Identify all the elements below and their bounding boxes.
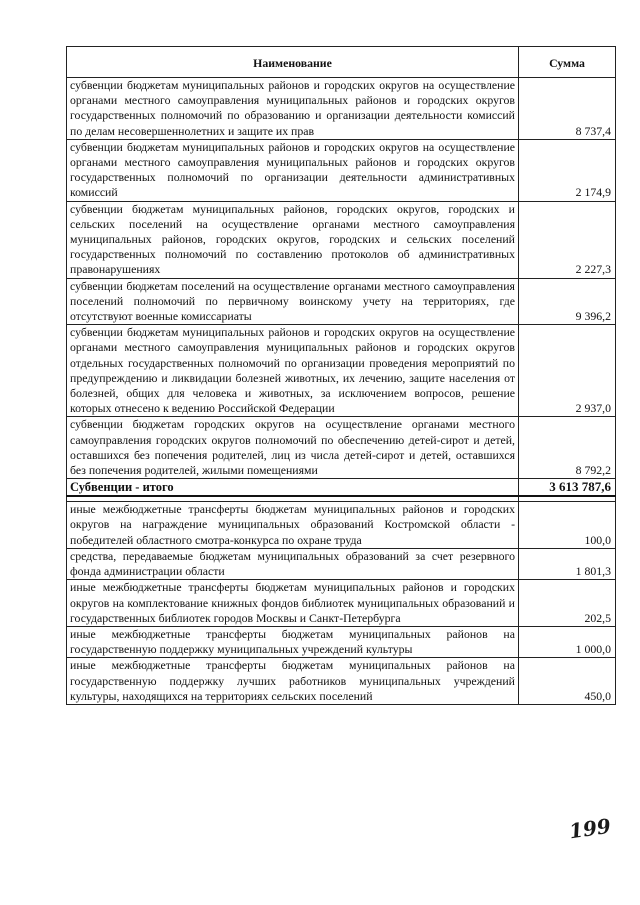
row-name: субвенции бюджетам городских округов на осуществление органами местного самоуправления городских округов полномочий по обеспечению детей-сирот и детей, оставшихся без попечения родителей, лиц из числа детей-сирот и детей, оставшихся без попечения родителей, жилыми помещениями <box>67 417 519 479</box>
row-sum: 9 396,2 <box>519 278 616 325</box>
page-number: 199 <box>567 813 613 844</box>
table-row <box>67 201 616 278</box>
row-name: субвенции бюджетам муниципальных районов и городских округов на осуществление органами местного самоуправления муниципальных районов и городских округов государственных полномочий по образованию и организации деятельности комиссий по делам несовершеннолетних и защите их прав <box>67 78 519 140</box>
row-name: субвенции бюджетам поселений на осуществление органами местного самоуправления поселений полномочий по первичному воинскому учету на территориях, где отсутствуют военные комиссариаты <box>67 278 519 325</box>
row-sum: 2 227,3 <box>519 201 616 278</box>
row-name: иные межбюджетные трансферты бюджетам муниципальных районов и городских округов на награждение муниципальных образований Костромской области - победителей областного смотра-конкурса по охране труда <box>67 502 519 549</box>
row-name: средства, передаваемые бюджетам муниципальных образований за счет резервного фонда администрации области <box>67 548 519 579</box>
total-row <box>67 479 616 497</box>
table-row <box>67 325 616 417</box>
document-sheet <box>66 46 615 705</box>
row-name: субвенции бюджетам муниципальных районов, городских округов, городских и сельских поселений на осуществление органами местного самоуправления муниципальных районов, городских округов, городских и сельских поселений государственных полномочий по составлению протоколов об административных правонарушениях <box>67 201 519 278</box>
row-name: иные межбюджетные трансферты бюджетам муниципальных районов на государственную поддержку муниципальных учреждений культуры <box>67 626 519 657</box>
row-sum: 1 801,3 <box>519 548 616 579</box>
row-sum: 8 792,2 <box>519 417 616 479</box>
row-sum: 1 000,0 <box>519 626 616 657</box>
budget-table <box>66 46 616 705</box>
row-name: иные межбюджетные трансферты бюджетам муниципальных районов на государственную поддержку лучших работников муниципальных учреждений культуры, находящихся на территориях сельских поселений <box>67 658 519 705</box>
table-row <box>67 548 616 579</box>
row-sum: 450,0 <box>519 658 616 705</box>
row-name: субвенции бюджетам муниципальных районов и городских округов на осуществление органами местного самоуправления муниципальных районов и городских округов государственных полномочий по организации деятельности административных комиссий <box>67 139 519 201</box>
table-row <box>67 78 616 140</box>
table-row <box>67 139 616 201</box>
row-sum: 2 937,0 <box>519 325 616 417</box>
table-row <box>67 502 616 549</box>
table-header-row <box>67 47 616 78</box>
table-row <box>67 580 616 627</box>
total-sum: 3 613 787,6 <box>519 479 616 497</box>
total-name: Субвенции - итого <box>67 479 519 497</box>
row-sum: 8 737,4 <box>519 78 616 140</box>
header-name: Наименование <box>67 47 519 78</box>
table-row <box>67 278 616 325</box>
row-sum: 2 174,9 <box>519 139 616 201</box>
table-row <box>67 626 616 657</box>
table-row <box>67 417 616 479</box>
row-sum: 202,5 <box>519 580 616 627</box>
row-name: субвенции бюджетам муниципальных районов и городских округов на осуществление органами местного самоуправления муниципальных районов и городских округов отдельных государственных полномочий по организации проведения мероприятий по предупреждению и ликвидации болезней животных, их лечению, защите населения от болезней, общих для человека и животных, за исключением вопросов, решение которых отнесено к ведению Российской Федерации <box>67 325 519 417</box>
row-sum: 100,0 <box>519 502 616 549</box>
header-sum: Сумма <box>519 47 616 78</box>
table-row <box>67 658 616 705</box>
row-name: иные межбюджетные трансферты бюджетам муниципальных районов и городских округов на комплектование книжных фондов библиотек муниципальных образований и государственных библиотек городов Москвы и Санкт-Петербурга <box>67 580 519 627</box>
